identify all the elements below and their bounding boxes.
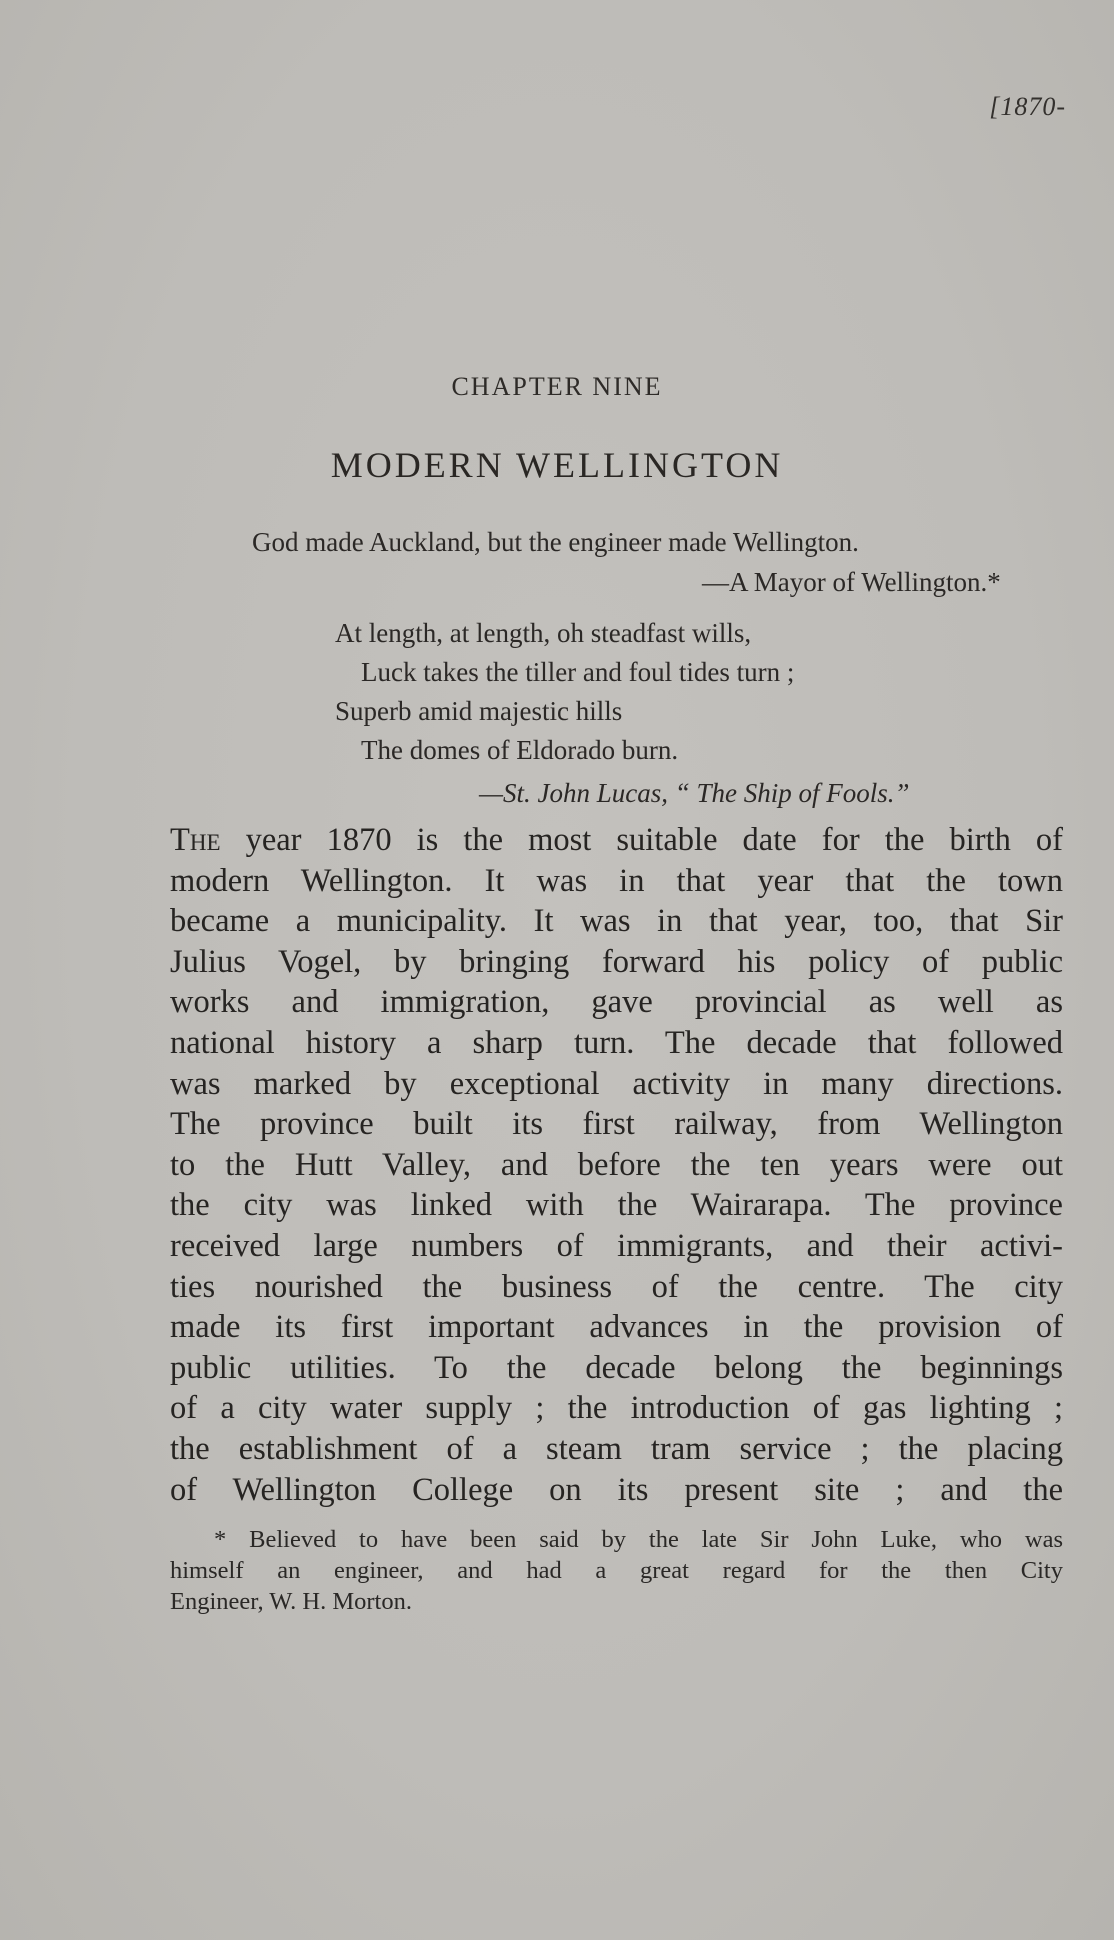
- poem-epigraph: [335, 614, 1035, 813]
- footnote: [170, 1524, 1063, 1617]
- opening-word: The: [170, 822, 221, 858]
- body-line: the city was linked with the Wairarapa. The province: [170, 1187, 1063, 1224]
- poem-line: The domes of Eldorado burn.: [361, 735, 679, 765]
- body-line: the establishment of a steam tram service ; the placing: [170, 1430, 1063, 1467]
- body-line: Julius Vogel, by bringing forward his policy of public: [170, 943, 1063, 980]
- footnote-line: himself an engineer, and had a great regard for the then City: [170, 1557, 1063, 1584]
- body-line: became a municipality. It was in that year, too, that Sir: [170, 903, 1063, 940]
- poem-line: Luck takes the tiller and foul tides turn ;: [361, 657, 795, 687]
- body-line: to the Hutt Valley, and before the ten years were out: [170, 1146, 1063, 1183]
- body-line: ties nourished the business of the centre. The city: [170, 1268, 1063, 1305]
- chapter-label: CHAPTER NINE: [451, 372, 663, 401]
- body-line: of Wellington College on its present site ; and the: [170, 1471, 1063, 1508]
- body-line-text: year 1870 is the most suitable date for the birth of: [220, 822, 1063, 858]
- body-line: national history a sharp turn. The decade that followed: [170, 1024, 1063, 1061]
- epigraph-quote: God made Auckland, but the engineer made Wellington.: [252, 527, 859, 557]
- footnote-line: * Believed to have been said by the late Sir John Luke, who was: [214, 1526, 1063, 1553]
- chapter-title: MODERN WELLINGTON: [330, 445, 784, 485]
- poem-line: Superb amid majestic hills: [335, 696, 623, 726]
- body-line: received large numbers of immigrants, and their activi-: [170, 1227, 1063, 1264]
- epigraph: [252, 522, 1042, 602]
- footnote-line: Engineer, W. H. Morton.: [170, 1588, 412, 1615]
- body-line: [170, 820, 1063, 861]
- poem-line: At length, at length, oh steadfast wills,: [335, 618, 752, 648]
- body-line: modern Wellington. It was in that year that the town: [170, 862, 1063, 899]
- running-head: [1870-: [989, 92, 1066, 121]
- body-line: public utilities. To the decade belong the beginnings: [170, 1349, 1063, 1386]
- body-paragraph: [170, 820, 1063, 1510]
- epigraph-attribution: —A Mayor of Wellington.*: [702, 567, 1001, 597]
- body-line: works and immigration, gave provincial as well as: [170, 984, 1063, 1021]
- poem-attribution: —St. John Lucas, “ The Ship of Fools.”: [479, 778, 910, 808]
- body-line: was marked by exceptional activity in many directions.: [170, 1065, 1063, 1102]
- body-line: made its first important advances in the provision of: [170, 1309, 1063, 1346]
- body-line: The province built its first railway, from Wellington: [170, 1106, 1063, 1143]
- body-line: of a city water supply ; the introduction of gas lighting ;: [170, 1390, 1063, 1427]
